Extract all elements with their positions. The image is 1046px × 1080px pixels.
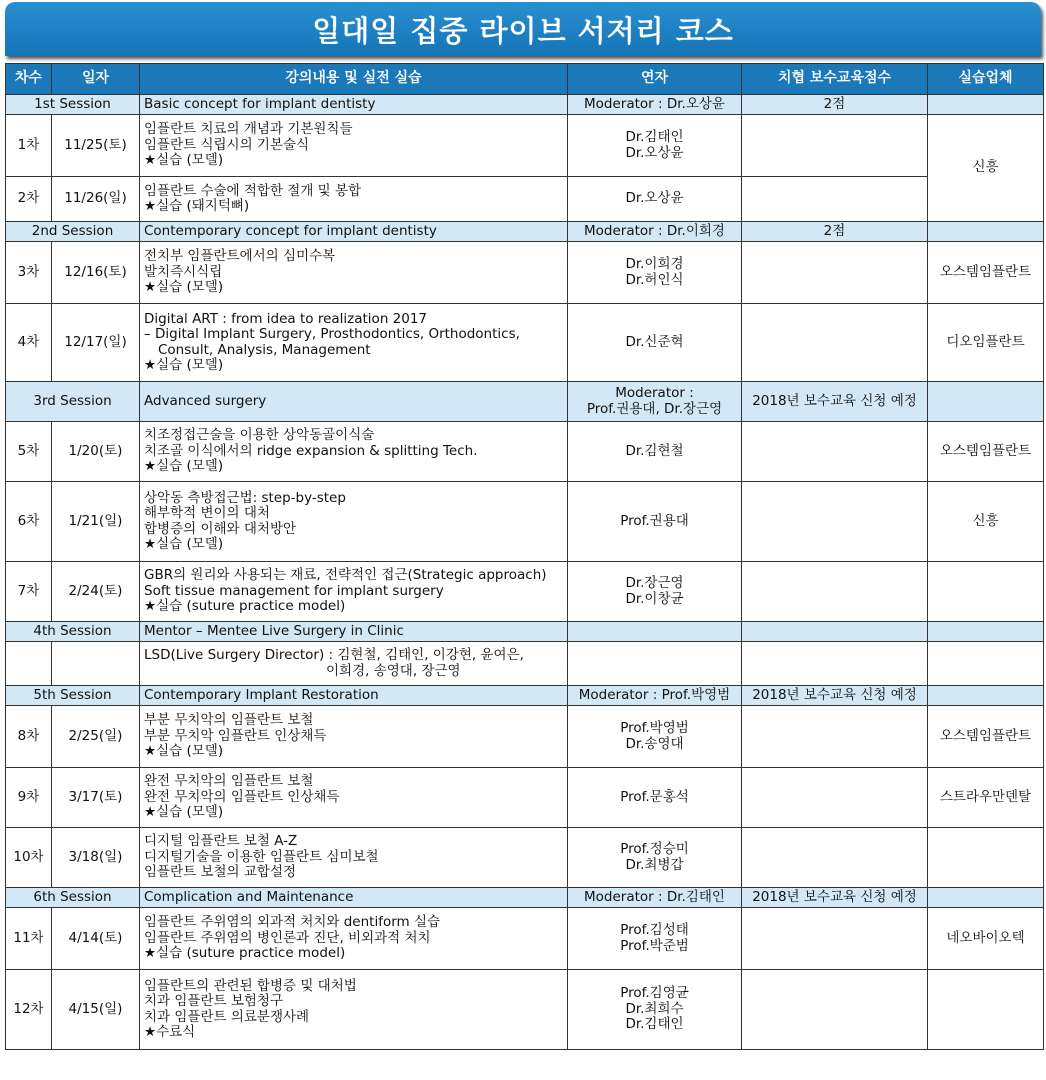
header-cell: 일자 [52,64,140,95]
content-line: 부분 무치악의 임플란트 보철 [144,712,314,729]
row-company: 디오임플란트 [928,304,1044,382]
content-line: ★실습 (모델) [144,536,224,552]
content-line: 임플란트 보철의 교합설정 [144,864,297,881]
row-date: 11/25(토) [52,115,140,177]
header-cell: 강의내용 및 실전 실습 [140,64,568,95]
session-row [6,222,1044,242]
content-line: LSD(Live Surgery Director) : 김현철, 김태인, 이강현, 윤여은, [144,647,524,663]
content-line: 임플란트 식립시의 기본술식 [144,136,310,153]
row-number: 5차 [6,422,52,482]
content-line: ★실습 (suture practice model) [144,598,346,615]
content-line: Consult, Analysis, Management [158,341,371,358]
speaker-name: Prof.김성태 [620,922,689,938]
table-row [6,642,1044,686]
content-line: 임플란트 주위염의 병인론과 진단, 비외과적 처치 [144,929,431,946]
table-row [6,562,1044,622]
speaker-name: Prof.김영균 [620,985,689,1002]
row-content [140,768,568,828]
content-line: 임플란트의 관련된 합병증 및 대처법 [144,977,357,994]
content-line: 디지털 임플란트 보철 A-Z [144,833,298,850]
row-date: 4/14(토) [52,908,140,970]
table-row [6,242,1044,304]
content-line: – Digital Implant Surgery, Prosthodontics, Orthodontics, [144,326,520,342]
session-topic: Complication and Maintenance [140,888,568,908]
session-points: 2점 [742,95,928,115]
row-content [140,562,568,622]
speaker-name: Prof.박준범 [620,937,689,954]
row-company: 신흥 [928,115,1044,222]
row-company: 오스템임플란트 [928,422,1044,482]
session-topic: Contemporary concept for implant dentisty [140,222,568,242]
row-content [140,706,568,768]
row-company: 네오바이오텍 [928,908,1044,970]
row-number: 11차 [6,908,52,970]
lsd-content [140,642,568,686]
content-line: 치조골 이식에서의 ridge expansion & splitting Tech. [144,442,478,459]
row-content [140,242,568,304]
content-line: ★실습 (돼지턱뼈) [144,198,250,214]
row-date: 12/17(일) [52,304,140,382]
content-line: 해부학적 변이의 대처 [144,505,270,521]
session-name: 1st Session [6,95,140,115]
content-line: 부분 무치악 임플란트 인상채득 [144,727,327,744]
table-row [6,970,1044,1050]
content-line: 임플란트 주위염의 외과적 처치와 dentiform 실습 [144,914,441,931]
session-name: 2nd Session [6,222,140,242]
content-line: ★실습 (모델) [144,458,224,475]
row-content [140,115,568,177]
content-line: Digital ART : from idea to realization 2017 [144,310,428,327]
row-speakers [568,177,742,222]
speaker-name: Dr.최희수 [625,1000,684,1017]
row-date: 1/21(일) [52,482,140,562]
speaker-name: Dr.김태인 [625,1016,684,1033]
session-topic: Advanced surgery [140,382,568,422]
speaker-name: Prof.문홍석 [620,788,689,805]
session-name: 6th Session [6,888,140,908]
session-name: 3rd Session [6,382,140,422]
session-name: 5th Session [6,686,140,706]
row-date: 3/17(토) [52,768,140,828]
row-content [140,828,568,888]
speaker-name: Prof.정승미 [620,841,689,857]
row-number: 7차 [6,562,52,622]
row-speakers [568,768,742,828]
session-row [6,95,1044,115]
content-line: 합병증의 이해와 대처방안 [144,520,297,537]
session-points: 2018년 보수교육 신청 예정 [742,888,928,908]
row-content [140,422,568,482]
row-company: 오스템임플란트 [928,706,1044,768]
schedule-table [5,63,1044,1050]
row-company: 스트라우만덴탈 [928,768,1044,828]
header-cell: 연자 [568,64,742,95]
content-line: 상악동 측방접근법: step-by-step [144,489,346,506]
header-row [6,64,1044,95]
content-line: 디지털기술을 이용한 임플란트 심미보철 [144,848,379,865]
content-line: GBR의 원리와 사용되는 재료, 전략적인 접근(Strategic approach) [144,567,547,584]
session-row [6,622,1044,642]
row-number: 6차 [6,482,52,562]
content-line: Soft tissue management for implant surgery [144,582,444,599]
content-line: 치과 임플란트 의료분쟁사례 [144,1008,310,1025]
content-line: ★실습 (suture practice model) [144,945,346,962]
content-line: 완전 무치악의 임플란트 인상채득 [144,788,340,805]
session-row [6,382,1044,422]
title-banner [5,2,1041,56]
session-moderator: Moderator : Dr.김태인 [568,888,742,908]
row-number: 9차 [6,768,52,828]
speaker-name: Dr.최병갑 [625,856,684,873]
content-line: 임플란트 수술에 적합한 절개 및 봉합 [144,182,362,199]
header-cell: 실습업체 [928,64,1044,95]
row-content [140,970,568,1050]
content-line: 완전 무치악의 임플란트 보철 [144,773,314,790]
speaker-name: Dr.이창균 [625,590,684,607]
content-line: ★실습 (모델) [144,804,224,821]
session-moderator: Moderator : Dr.이희경 [568,222,742,242]
content-line: ★수료식 [144,1024,196,1040]
page-title: 일대일 집중 라이브 서저리 코스 [312,13,734,48]
speaker-name: Prof.권용대 [620,512,689,529]
moderator-line: Prof.권용대, Dr.장근영 [586,400,723,417]
row-speakers [568,115,742,177]
content-line: 발치즉시식립 [144,263,223,280]
row-date: 3/18(일) [52,828,140,888]
speaker-name: Dr.장근영 [625,575,684,591]
row-number: 12차 [6,970,52,1050]
speaker-name: Dr.오상윤 [625,190,684,207]
row-company: 신흥 [928,482,1044,562]
content-line: 이희경, 송영대, 장근영 [326,662,461,679]
session-points: 2018년 보수교육 신청 예정 [742,686,928,706]
session-moderator: Moderator : Dr.오상윤 [568,95,742,115]
row-date: 4/15(일) [52,970,140,1050]
row-speakers [568,970,742,1050]
session-topic: Basic concept for implant dentisty [140,95,568,115]
row-content [140,177,568,222]
row-speakers [568,828,742,888]
content-line: ★실습 (모델) [144,357,224,373]
session-moderator: Moderator : Prof.박영범 [568,686,742,706]
session-points: 2018년 보수교육 신청 예정 [742,382,928,422]
row-number: 2차 [6,177,52,222]
session-row [6,888,1044,908]
speaker-name: Dr.김현철 [625,442,684,459]
row-speakers [568,562,742,622]
row-date: 12/16(토) [52,242,140,304]
speaker-name: Dr.김태인 [625,129,684,145]
row-number: 1차 [6,115,52,177]
content-line: 치과 임플란트 보험청구 [144,993,283,1009]
table-row [6,115,1044,177]
content-line: ★실습 (모델) [144,743,224,760]
row-date: 2/24(토) [52,562,140,622]
table-row [6,422,1044,482]
table-row [6,908,1044,970]
session-row [6,686,1044,706]
content-line: ★실습 (모델) [144,279,224,296]
row-date: 1/20(토) [52,422,140,482]
row-company: 오스템임플란트 [928,242,1044,304]
speaker-name: Dr.신준혁 [625,333,684,350]
header-cell: 치협 보수교육점수 [742,64,928,95]
table-row [6,828,1044,888]
speaker-name: Dr.허인식 [625,271,684,288]
speaker-name: Dr.송영대 [625,735,684,752]
content-line: 치조정접근술을 이용한 상악동골이식술 [144,427,375,444]
session-name: 4th Session [6,622,140,642]
row-number: 10차 [6,828,52,888]
row-content [140,908,568,970]
row-speakers [568,422,742,482]
content-line: 임플란트 치료의 개념과 기본원칙들 [144,121,353,138]
row-speakers [568,706,742,768]
row-date: 11/26(일) [52,177,140,222]
row-content [140,304,568,382]
table-row [6,706,1044,768]
row-number: 8차 [6,706,52,768]
row-number: 4차 [6,304,52,382]
speaker-name: Dr.오상윤 [625,144,684,161]
table-row [6,768,1044,828]
speaker-name: Dr.이희경 [625,256,684,272]
table-row [6,482,1044,562]
session-topic: Contemporary Implant Restoration [140,686,568,706]
table-row [6,304,1044,382]
speaker-name: Prof.박영범 [620,720,689,736]
session-moderator [568,382,742,422]
row-date: 2/25(일) [52,706,140,768]
table-row [6,177,1044,222]
row-speakers [568,482,742,562]
session-topic: Mentor – Mentee Live Surgery in Clinic [140,622,568,642]
row-speakers [568,304,742,382]
moderator-line: Moderator : [615,385,694,401]
content-line: 전치부 임플란트에서의 심미수복 [144,248,336,265]
header-cell: 차수 [6,64,52,95]
row-number: 3차 [6,242,52,304]
session-points: 2점 [742,222,928,242]
row-speakers [568,908,742,970]
content-line: ★실습 (모델) [144,152,224,169]
row-content [140,482,568,562]
row-speakers [568,242,742,304]
